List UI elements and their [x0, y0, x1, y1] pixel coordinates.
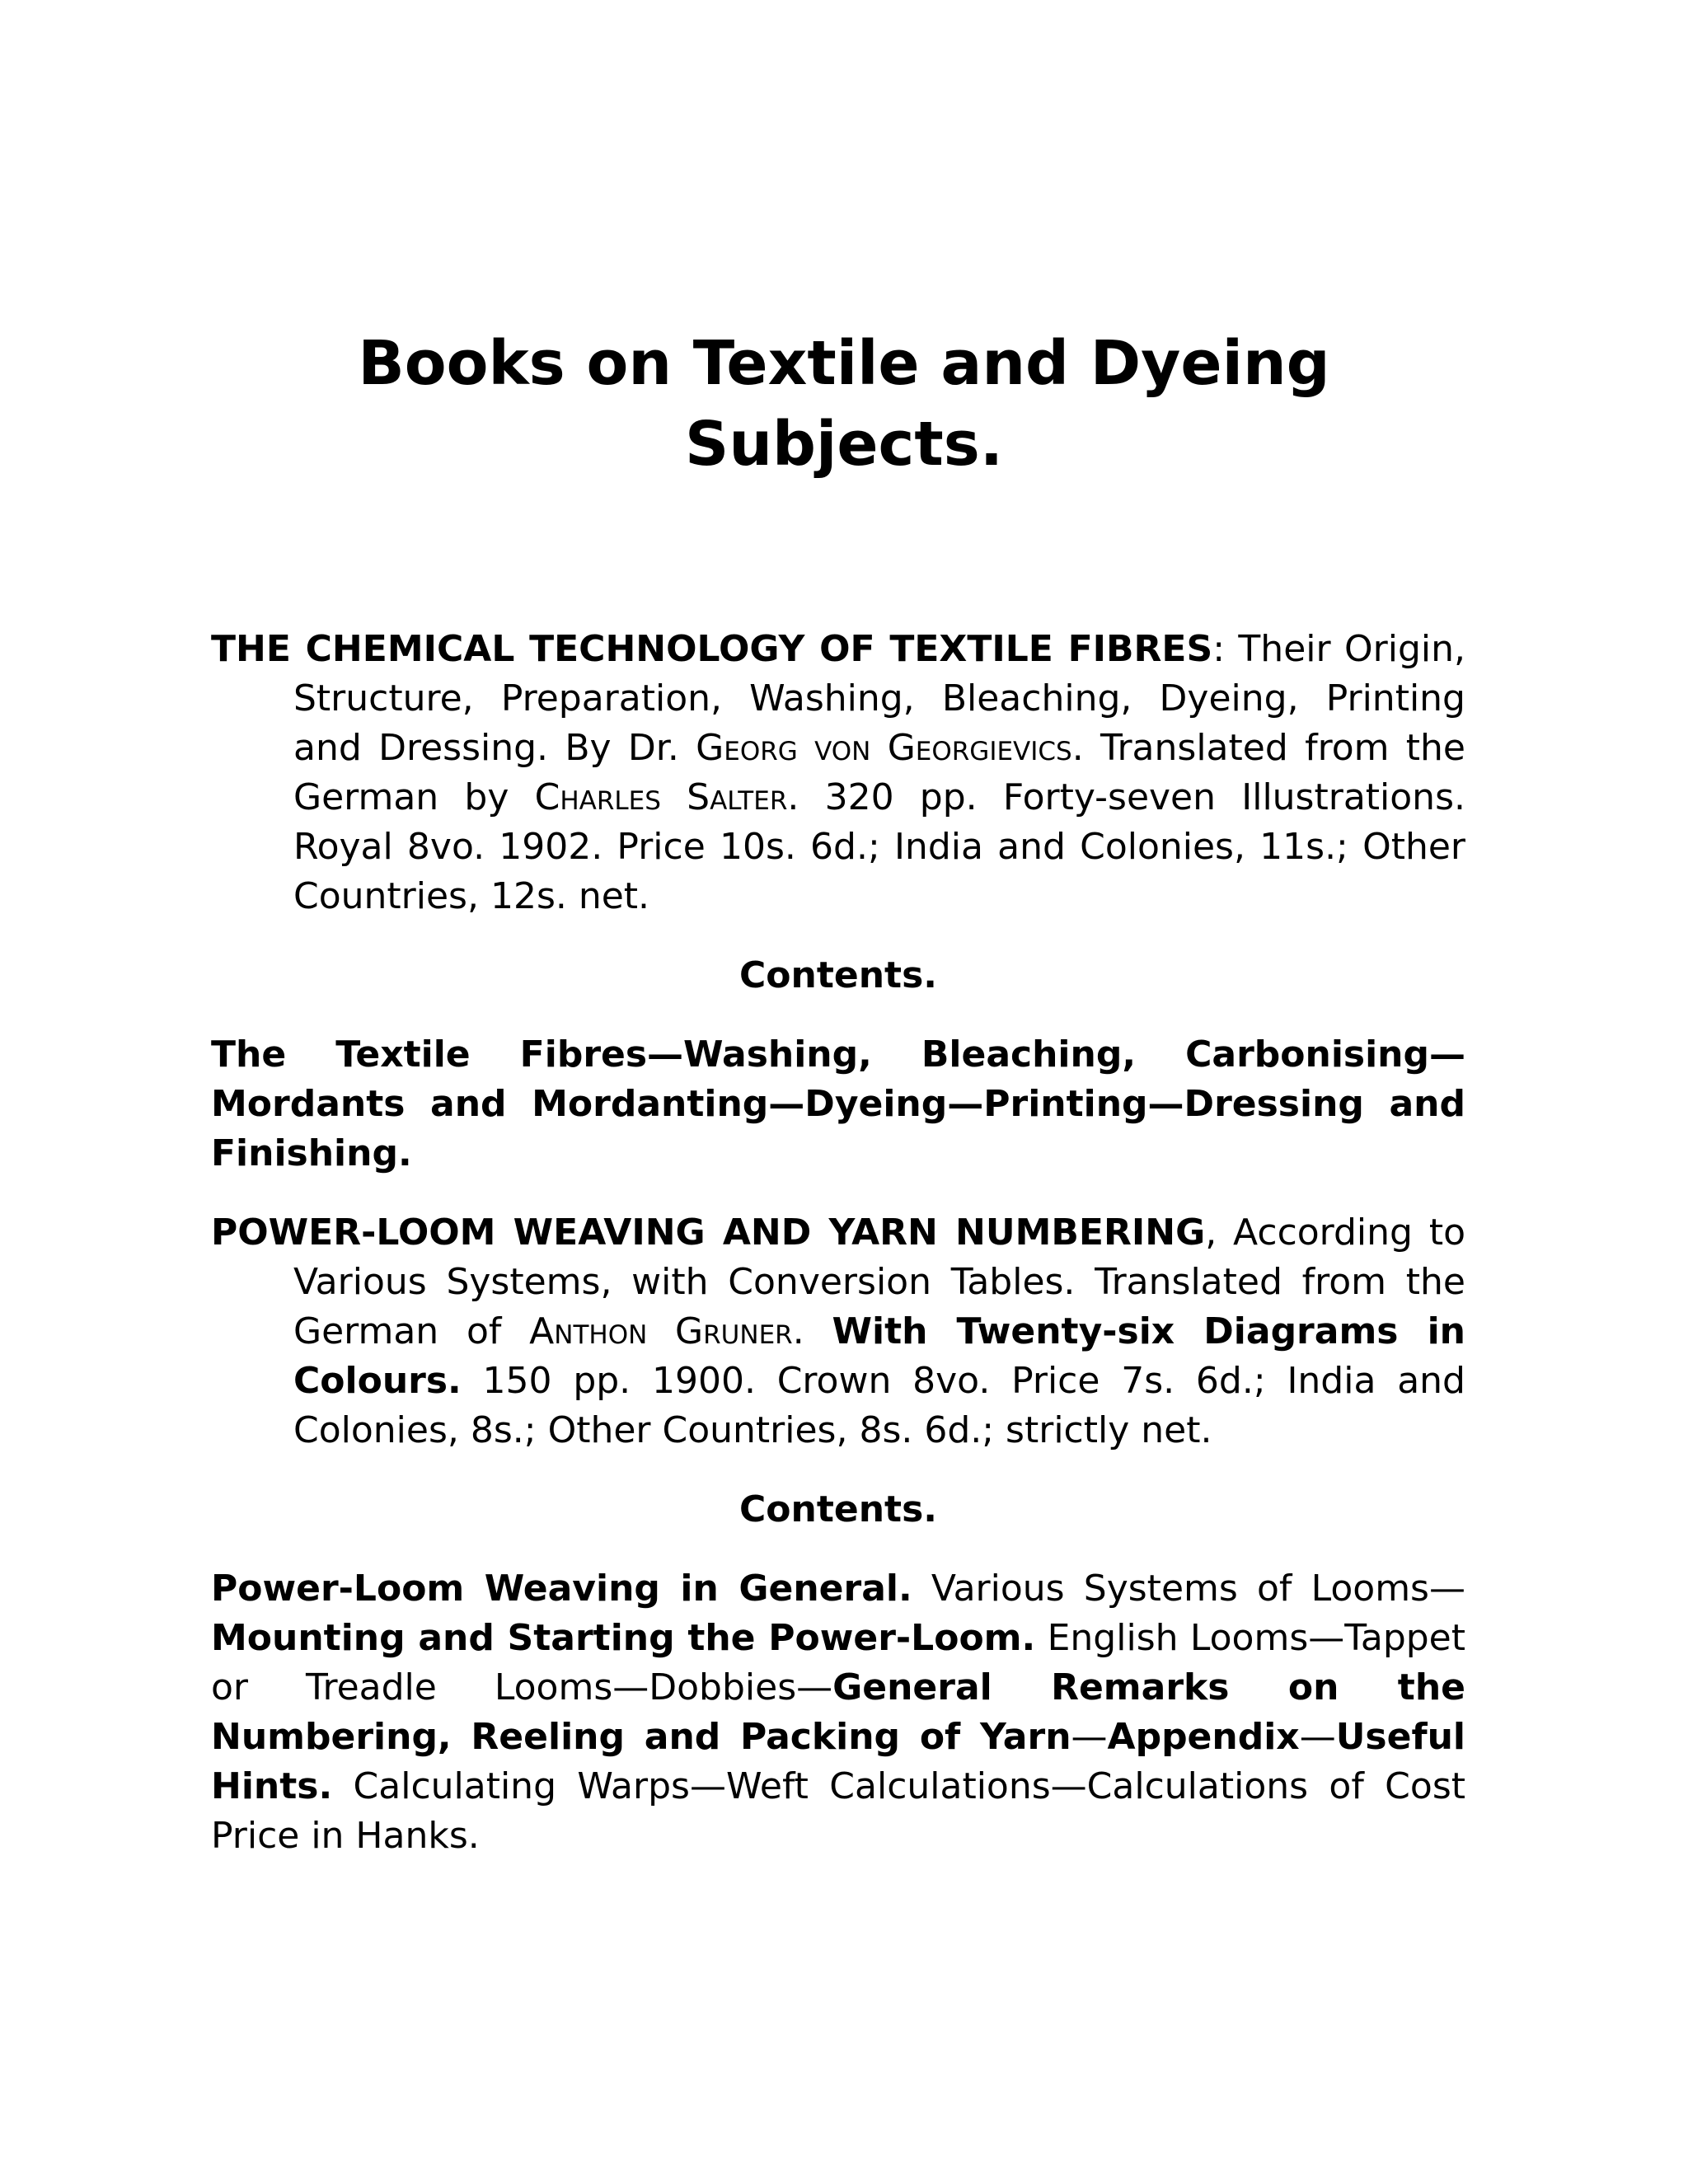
page-title-line-1: Books on Textile and Dyeing [358, 328, 1330, 399]
contents-part: General Remarks on the Numbering, Reeling and Packing of Yarn [211, 1666, 1465, 1758]
contents-part: — [1299, 1716, 1336, 1758]
book-entry-chemical-technology [211, 625, 1465, 921]
contents-part: Useful Hints. [211, 1716, 1465, 1807]
book-description-continued: . Translated from the German by [293, 727, 1466, 818]
contents-part: Power-Loom Weaving in General. [211, 1568, 912, 1610]
contents-part: Calculating Warps—Weft Calculations—Calculations of Cost Price in Hanks. [211, 1765, 1465, 1857]
book-description: Their Origin, Structure, Preparation, Washing, Bleaching, Dyeing, Printing and Dressing. By Dr. [293, 628, 1465, 769]
book-publication-details: 150 pp. 1900. Crown 8vo. Price 7s. 6d.; India and Colonies, 8s.; Other Countries, 8s. 6d.; strictly net. [293, 1360, 1465, 1451]
contents-heading: Contents. [739, 1488, 937, 1530]
book-highlight: With Twenty-six Diagrams in Colours. [293, 1310, 1465, 1402]
book-author: Anthon Gruner [529, 1310, 793, 1352]
book-title-separator: , [1205, 1212, 1217, 1254]
contents-summary: The Textile Fibres—Washing, Bleaching, Carbonising—Mordants and Mordanting—Dyeing—Printing—Dressing and Finishing. [211, 1033, 1465, 1174]
book-translator: Charles Salter [534, 776, 788, 818]
page-title [211, 323, 1477, 485]
book-description: According to Various Systems, with Conversion Tables. Translated from the German of [293, 1212, 1466, 1352]
contents-heading: Contents. [739, 954, 937, 996]
contents-part: — [1071, 1716, 1108, 1758]
book-entry-power-loom-weaving [211, 1208, 1465, 1455]
contents-part: Mounting and Starting the Power-Loom. [211, 1617, 1036, 1659]
book-title: THE CHEMICAL TECHNOLOGY OF TEXTILE FIBRES [211, 628, 1213, 670]
contents-part: Various Systems of Looms— [912, 1568, 1465, 1610]
page-title-line-2: Subjects. [685, 409, 1003, 480]
contents-part: English Looms—Tappet or Treadle Looms—Dobbies— [211, 1617, 1465, 1708]
book-publication-details: . 320 pp. Forty-seven Illustrations. Royal 8vo. 1902. Price 10s. 6d.; India and Colonies, 11s.; Other Countries, 12s. net. [293, 776, 1465, 917]
book-list [211, 625, 1465, 1891]
contents-part: Appendix [1107, 1716, 1300, 1758]
book-author: Georg von Georgievics [696, 727, 1072, 769]
contents-summary [211, 1564, 1465, 1861]
book-title: POWER-LOOM WEAVING AND YARN NUMBERING [211, 1212, 1206, 1254]
book-title-separator: : [1212, 628, 1226, 670]
book-description-continued: . [792, 1310, 832, 1352]
